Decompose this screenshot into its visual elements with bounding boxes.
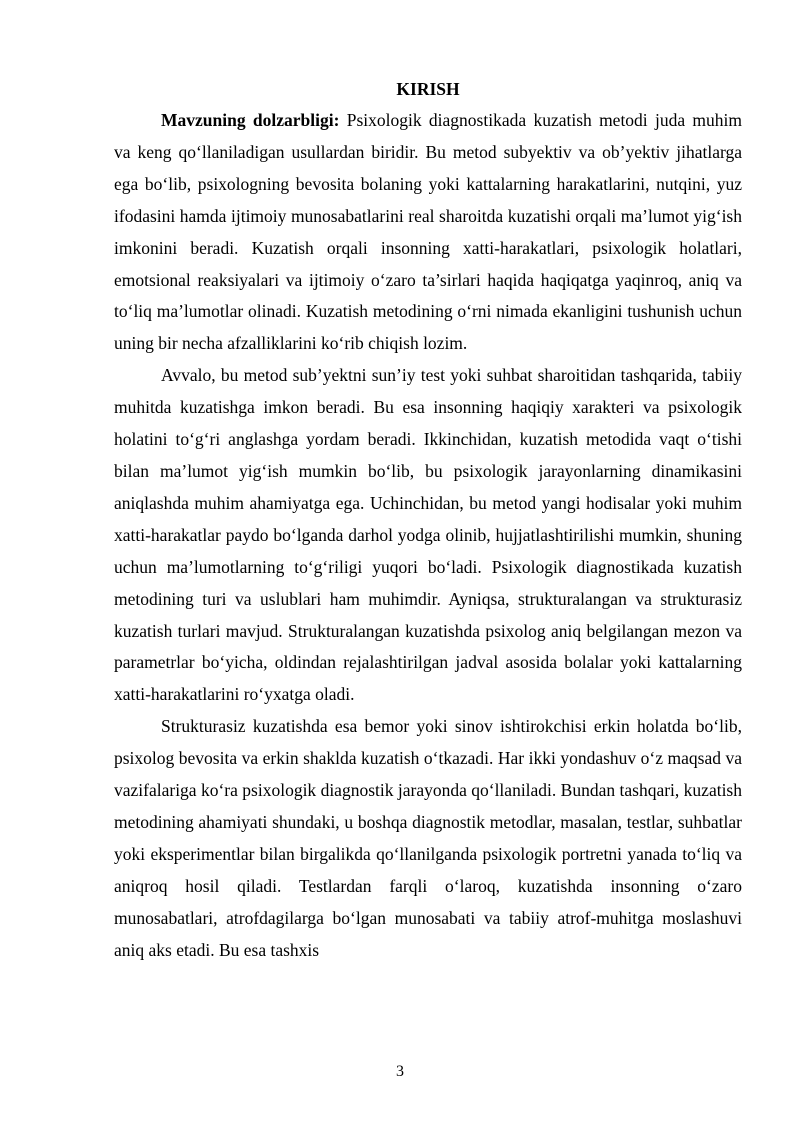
paragraph-lead: Mavzuning dolzarbligi: [161,110,340,130]
document-page [114,73,742,966]
paragraph-unstructured: Strukturasiz kuzatishda esa bemor yoki sinov ishtirokchisi erkin holatda bo‘lib, psixolog bevosita va erkin shaklda kuzatish o‘tkazadi. Har ikki yondashuv o‘z maqsad va vazifalariga ko‘ra psixologik diagnostik jarayonda qo‘llaniladi. Bundan tashqari, kuzatish metodining ahamiyati shundaki, u boshqa diagnostik metodlar, masalan, testlar, suhbatlar yoki eksperimentlar bilan birgalikda qo‘llanilganda psixologik portretni yanada to‘liq va aniqroq hosil qiladi. Testlardan farqli o‘laroq, kuzatishda insonning o‘zaro munosabatlari, atrofdagilarga bo‘lgan munosabati va tabiiy atrof-muhitga moslashuvi aniq aks etadi. Bu esa tashxis [114,716,742,960]
paragraph-text: Psixologik diagnostikada kuzatish metodi juda muhim va keng qo‘llaniladigan usullardan biridir. Bu metod subyektiv va ob’yektiv jihatlarga ega bo‘lib, psixologning bevosita bolaning yoki kattalarning harakatlarini, nutqini, yuz ifodasini hamda ijtimoiy munosabatlarini real sharoitda kuzatishi orqali ma’lumot yig‘ish imkonini beradi. Kuzatish orqali insonning xatti-harakatlari, psixologik holatlari, emotsional reaksiyalari va ijtimoiy o‘zaro ta’sirlari haqida haqiqatga yaqinroq, aniq va to‘liq ma’lumotlar olinadi. Kuzatish metodining o‘rni nimada ekanligini tushunish uchun uning bir necha afzalliklarini ko‘rib chiqish lozim. [114,110,743,354]
paragraph-advantages: Avvalo, bu metod sub’yektni sun’iy test yoki suhbat sharoitidan tashqarida, tabiiy muhitda kuzatishga imkon beradi. Bu esa insonning haqiqiy xarakteri va psixologik holatini to‘g‘ri anglashga yordam beradi. Ikkinchidan, kuzatish metodida vaqt o‘tishi bilan ma’lumot yig‘ish mumkin bo‘lib, bu psixologik jarayonlarning dinamikasini aniqlashda muhim ahamiyatga ega. Uchinchidan, bu metod yangi hodisalar yoki muhim xatti-harakatlar paydo bo‘lganda darhol yodga olinib, hujjatlashtirilishi mumkin, shuning uchun ma’lumotlarning to‘g‘riligi yuqori bo‘ladi. Psixologik diagnostikada kuzatish metodining turi va uslublari ham muhimdir. Ayniqsa, strukturalangan va strukturasiz kuzatish turlari mavjud. Strukturalangan kuzatishda psixolog aniq belgilangan mezon va parametrlar bo‘yicha, oldindan rejalashtirilgan jadval asosida bolalar yoki kattalarning xatti-harakatlarini ro‘yxatga oladi. [114,365,742,705]
page-number: 3 [396,1063,404,1080]
section-heading: KIRISH [396,79,460,99]
paragraph-relevance [114,105,742,360]
